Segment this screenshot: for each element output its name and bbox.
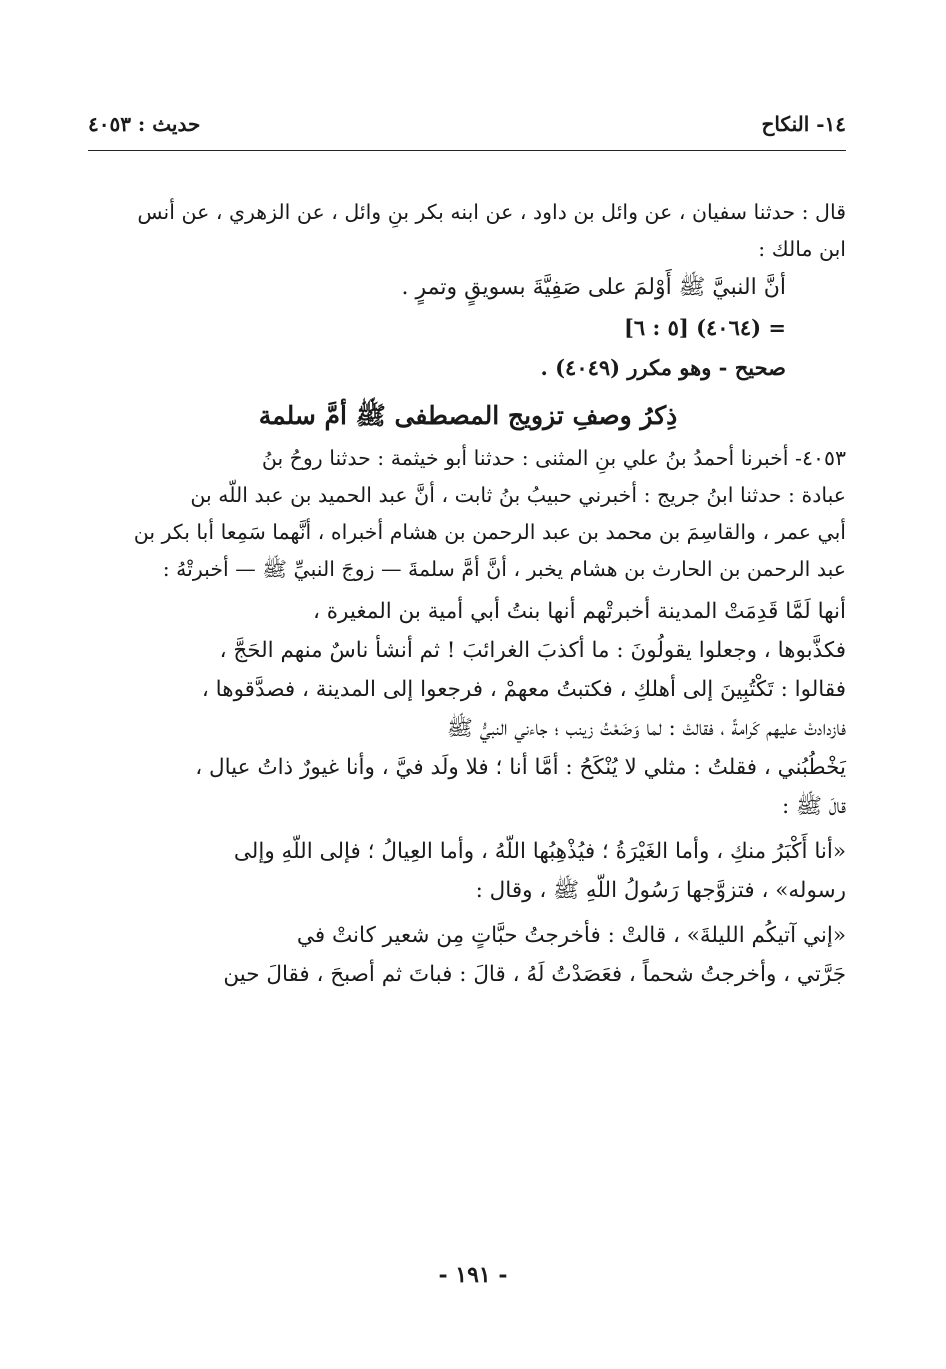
cross-reference: = (٤٠٦٤) [٥ : ٦] [623,315,786,340]
narration-line: يَخْطُبُني ، فقلتُ : مثلي لا يُنْكَحُ : أمَّا أنا ؛ فلا ولَد فيَّ ، وأنا غيورٌ ذاتُ عيال ، [195,755,846,780]
chapter-title: ١٤- النكاح [761,112,846,136]
isnad-line: عبادة : حدثنا ابنُ جريج : أخبرني حبيبُ بنُ ثابت ، أنَّ عبد الحميد بن عبد اللّه بن [190,483,846,507]
hadith-grade: صحيح - وهو مكرر (٤٠٤٩) . [540,355,786,380]
page-number: - ١٩١ - [438,1262,508,1288]
hadith-reference: حديث : ٤٠٥٣ [88,112,201,136]
header-divider [88,150,846,151]
page-header [88,112,846,148]
narration-line: قالَ ﷺ : [781,794,846,819]
isnad-line: ٤٠٥٣- أخبرنا أحمدُ بنُ علي بنِ المثنى : حدثنا أبو خيثمة : حدثنا روحُ بنُ [261,446,846,470]
narration-line: فازدادتْ عليهم كَرامةً ، فقالتْ : لما وَضَعْتُ زينب ؛ جاءني النبيُّ ﷺ [446,716,846,741]
page-body [90,194,846,994]
intro-line: ابن مالك : [758,237,846,261]
narration-paragraph [90,592,846,826]
quote-paragraph [90,832,846,910]
section-title: ذِكرُ وصفِ تزويج المصطفى ﷺ أمَّ سلمة [258,401,678,430]
quote-line: «أنا أَكْبَرُ منكِ ، وأما الغَيْرَةُ ؛ فيُذْهِبُها اللّهُ ، وأما العِيالُ ؛ فإلى اللّهِ وإلى [233,839,846,864]
quote-paragraph [90,916,846,994]
quote-line: رسوله» ، فتزوَّجها رَسُولُ اللّهِ ﷺ ، وقال : [475,878,846,903]
isnad-line: عبد الرحمن بن الحارث بن هشام يخبر ، أنَّ أمَّ سلمةَ — زوجَ النبيِّ ﷺ — أخبرتْهُ : [162,557,846,581]
matn-text: أنَّ النبيَّ ﷺ أَوْلمَ على صَفِيَّةَ بسويقٍ وتمرٍ . [401,275,786,300]
matn-block [90,268,846,388]
quote-line: جَرَّتي ، وأخرجتُ شحماً ، فعَصَدْتُ لَهُ ، قالَ : فباتَ ثم أصبحَ ، فقالَ حين [223,962,846,987]
narration-line: فقالوا : تَكْتُبِينَ إلى أهلكِ ، فكتبتُ معهمْ ، فرجعوا إلى المدينة ، فصدَّقوها ، [201,677,846,702]
isnad-paragraph [90,440,846,588]
quote-line: «إني آتيكُم الليلةَ» ، قالتْ : فأخرجتُ حبَّاتٍ مِن شعير كانتْ في [296,923,846,948]
narration-line: فكذَّبوها ، وجعلوا يقولُونَ : ما أكذبَ الغرائبَ ! ثم أنشأ ناسٌ منهم الحَجَّ ، [219,638,846,663]
isnad-line: أبي عمر ، والقاسِمَ بن محمد بن عبد الرحمن بن هشام أخبراه ، أنَّهما سَمِعا أبا بكر بن [133,520,846,544]
narration-line: أنها لَمَّا قَدِمَتْ المدينة أخبرتْهم أنها بنتُ أبي أمية بن المغيرة ، [313,599,846,624]
intro-line: قال : حدثنا سفيان ، عن وائل بن داود ، عن ابنه بكر بنِ وائل ، عن الزهري ، عن أنس [137,200,846,224]
